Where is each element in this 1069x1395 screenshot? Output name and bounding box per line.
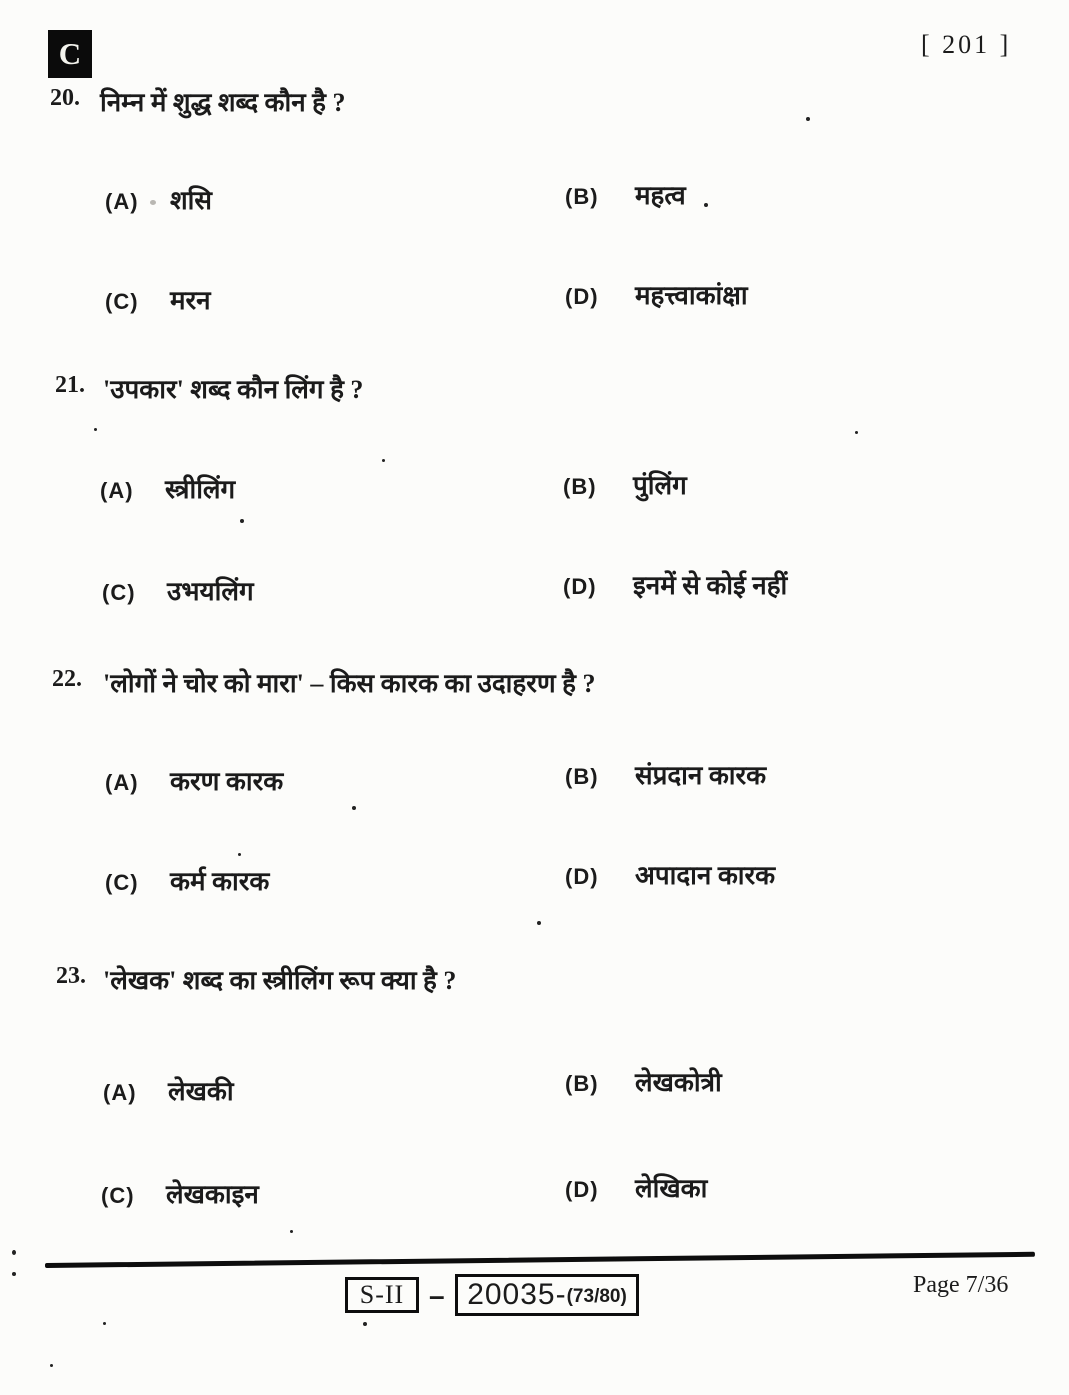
option-d <box>563 566 787 602</box>
scan-speck <box>103 1322 106 1325</box>
option-b <box>563 466 687 502</box>
scan-speck <box>94 428 97 431</box>
option-c <box>101 1175 259 1211</box>
option-c <box>105 862 269 898</box>
scan-speck <box>382 459 385 462</box>
option-label: (B) <box>565 184 599 209</box>
scan-speck <box>806 117 810 121</box>
option-label: (B) <box>565 1071 599 1096</box>
scan-speck <box>240 519 244 523</box>
paper-code: 20035- <box>467 1278 567 1311</box>
question-text: 'लेखक' शब्द का स्त्रीलिंग रूप क्या है ? <box>103 966 457 995</box>
option-text: पुंलिंग <box>633 471 687 500</box>
question-text: 'लोगों ने चोर को मारा' – किस कारक का उदाहरण है ? <box>103 669 596 698</box>
option-label: (A) <box>105 189 139 214</box>
option-text: लेखकी <box>168 1077 234 1106</box>
question-text: 'उपकार' शब्द कौन लिंग है ? <box>103 375 364 404</box>
question-number: 22. <box>52 666 82 692</box>
option-label: (D) <box>563 574 597 599</box>
option-text: कर्म कारक <box>170 867 270 896</box>
scan-speck <box>12 1250 16 1255</box>
scan-speck <box>352 806 356 810</box>
paper-code-suffix: (73/80) <box>566 1286 627 1307</box>
separator-dash: – <box>429 1280 445 1311</box>
series-code: S-II <box>359 1280 405 1309</box>
scan-speck <box>363 1322 367 1326</box>
option-text: अपादान कारक <box>635 861 776 890</box>
option-text: उभयलिंग <box>167 577 254 606</box>
option-text: महत्व <box>635 181 686 210</box>
option-label: (A) <box>103 1080 137 1105</box>
option-text: लेखकाइन <box>166 1180 259 1209</box>
option-label: (C) <box>101 1183 135 1208</box>
question-text: निम्न में शुद्ध शब्द कौन है ? <box>100 88 346 117</box>
option-c <box>102 572 254 608</box>
option-a <box>105 762 283 798</box>
scan-speck <box>704 203 708 207</box>
scan-speck <box>238 853 241 856</box>
question-number: 21. <box>55 372 85 398</box>
option-label: (A) <box>105 770 139 795</box>
series-code-box <box>345 1277 419 1313</box>
option-label: (D) <box>565 284 599 309</box>
option-d <box>565 276 748 312</box>
question-number: 23. <box>56 963 86 989</box>
page-indicator: Page 7/36 <box>913 1272 1009 1298</box>
option-b <box>565 1063 722 1099</box>
option-label: (C) <box>102 580 136 605</box>
option-text: लेखिका <box>635 1174 708 1203</box>
footer-rule <box>45 1252 1035 1268</box>
option-a <box>100 470 235 506</box>
scan-speck <box>855 431 858 434</box>
scan-speck <box>150 200 156 205</box>
paper-set-number: [ 201 ] <box>921 30 1012 59</box>
paper-code-box <box>455 1274 639 1316</box>
scan-speck <box>290 1230 293 1233</box>
option-b <box>565 756 766 792</box>
option-text: शसि <box>170 186 212 215</box>
option-label: (B) <box>563 474 597 499</box>
option-label: (D) <box>565 864 599 889</box>
option-a <box>105 181 212 217</box>
option-d <box>565 856 775 892</box>
scan-speck <box>12 1272 16 1276</box>
option-label: (C) <box>105 289 139 314</box>
option-text: इनमें से कोई नहीं <box>633 571 788 600</box>
option-label: (C) <box>105 870 139 895</box>
question-number: 20. <box>50 85 80 111</box>
booklet-code-letter: C <box>58 36 82 71</box>
option-text: संप्रदान कारक <box>635 761 767 790</box>
option-label: (D) <box>565 1177 599 1202</box>
option-d <box>565 1169 707 1205</box>
scan-speck <box>537 921 541 925</box>
option-a <box>103 1072 234 1108</box>
option-label: (B) <box>565 764 599 789</box>
scan-speck <box>50 1364 53 1367</box>
option-label: (A) <box>100 478 134 503</box>
option-c <box>105 281 211 317</box>
option-b <box>565 176 686 212</box>
option-text: महत्त्वाकांक्षा <box>635 281 748 310</box>
booklet-code-box <box>48 30 92 78</box>
option-text: लेखकोत्री <box>635 1068 722 1097</box>
option-text: करण कारक <box>170 767 284 796</box>
option-text: मरन <box>170 286 211 315</box>
option-text: स्त्रीलिंग <box>165 475 236 504</box>
